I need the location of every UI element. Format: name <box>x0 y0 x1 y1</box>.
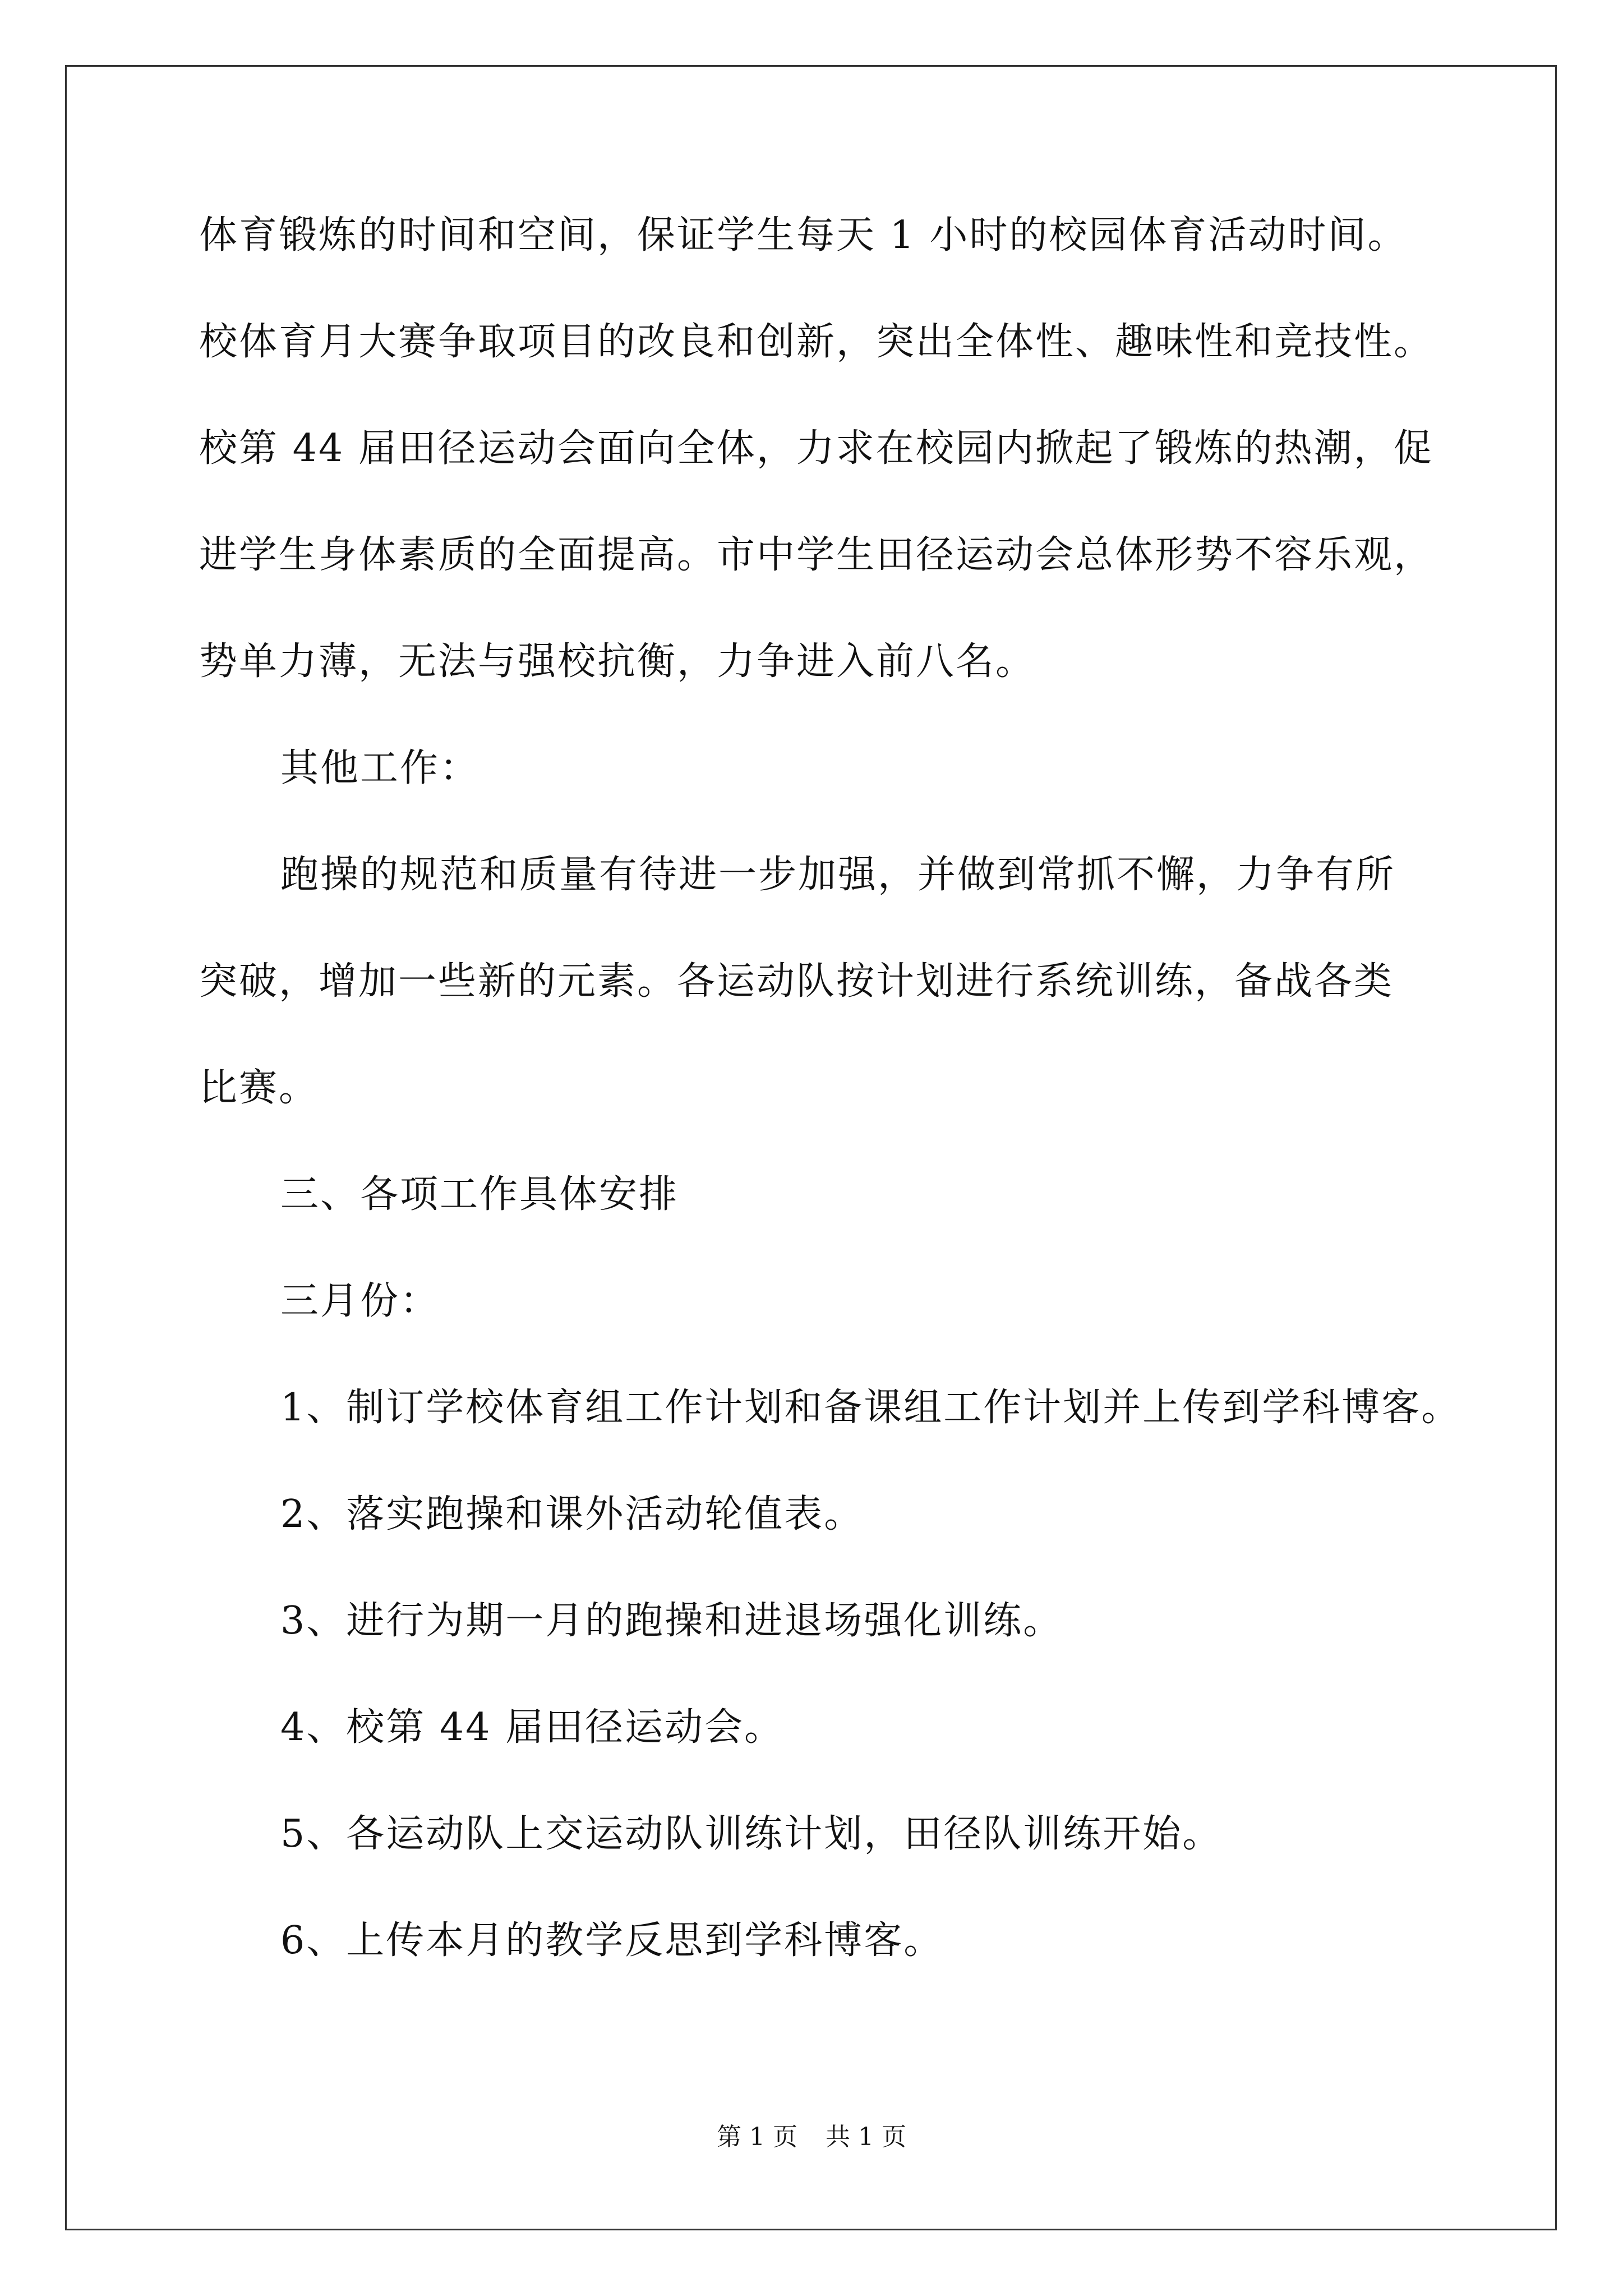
list-item: 2、落实跑操和课外活动轮值表。 <box>280 1492 864 1536</box>
list-item: 5、各运动队上交运动队训练计划，田径队训练开始。 <box>280 1812 1223 1856</box>
section-heading: 三、各项工作具体安排 <box>280 1172 679 1217</box>
page-total: 共 1 页 <box>826 2123 906 2151</box>
paragraph-line: 比赛。 <box>199 1066 319 1110</box>
paragraph-line: 体育锻炼的时间和空间，保证学生每天 1 小时的校园体育活动时间。 <box>199 213 1408 257</box>
page-footer <box>0 2120 1623 2154</box>
paragraph-line: 跑操的规范和质量有待进一步加强，并做到常抓不懈，力争有所 <box>280 853 1396 897</box>
paragraph-line: 校体育月大赛争取项目的改良和创新，突出全体性、趣味性和竞技性。 <box>199 320 1434 364</box>
section-heading: 三月份： <box>280 1279 440 1323</box>
paragraph-line: 势单力薄，无法与强校抗衡，力争进入前八名。 <box>199 639 1036 684</box>
list-item: 3、进行为期一月的跑操和进退场强化训练。 <box>280 1599 1063 1643</box>
section-heading: 其他工作： <box>280 746 480 790</box>
list-item: 4、校第 44 届田径运动会。 <box>280 1705 785 1750</box>
page-border <box>65 65 1557 2230</box>
list-item: 6、上传本月的教学反思到学科博客。 <box>280 1918 944 1963</box>
list-item: 1、制订学校体育组工作计划和备课组工作计划并上传到学科博客。 <box>280 1386 1461 1430</box>
page-number: 第 1 页 <box>717 2123 797 2151</box>
paragraph-line: 校第 44 届田径运动会面向全体，力求在校园内掀起了锻炼的热潮，促 <box>199 426 1433 471</box>
paragraph-line: 突破，增加一些新的元素。各运动队按计划进行系统训练，备战各类 <box>199 959 1394 1004</box>
paragraph-line: 进学生身体素质的全面提高。市中学生田径运动会总体形势不容乐观， <box>199 533 1434 577</box>
